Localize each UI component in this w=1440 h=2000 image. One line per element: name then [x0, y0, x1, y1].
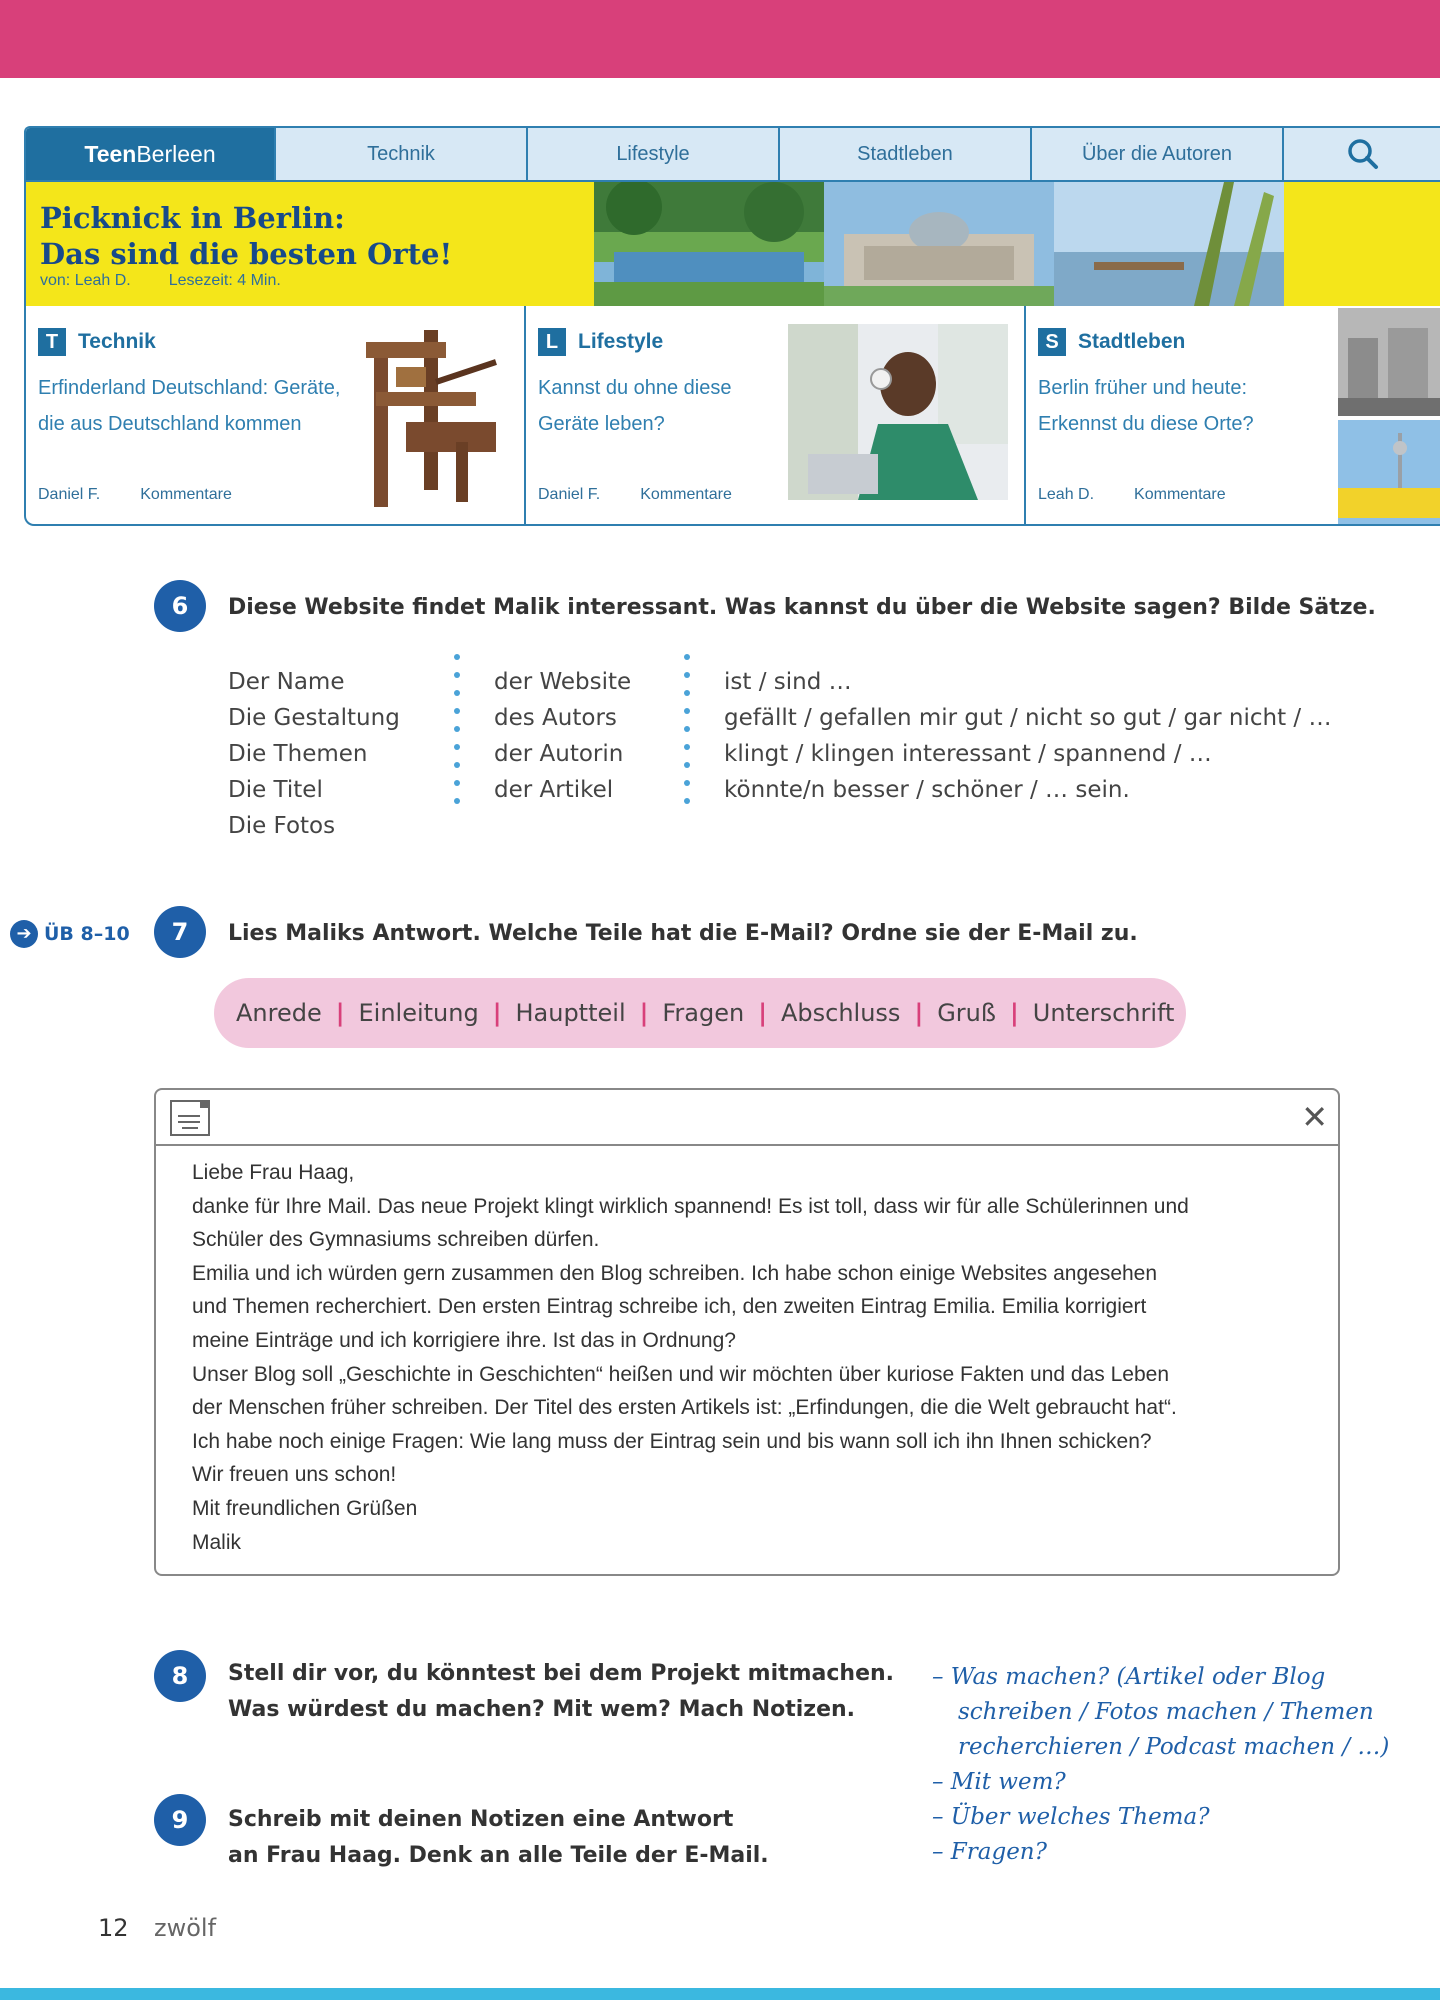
- page-number-word: zwölf: [154, 1914, 217, 1942]
- email-part[interactable]: Gruß: [937, 999, 996, 1027]
- subject-item: Die Gestaltung: [228, 705, 400, 731]
- genitive-item: des Autors: [494, 705, 617, 731]
- hero-photo-strip: [594, 182, 1284, 306]
- email-line: Emilia und ich würden gern zusammen den Blog schreiben. Ich habe schon einige Websites angesehen: [192, 1261, 1158, 1285]
- logo-bold: Teen: [84, 140, 137, 167]
- page-number: 12: [98, 1914, 129, 1942]
- separator: |: [335, 999, 345, 1027]
- hero-banner[interactable]: [26, 182, 1440, 306]
- email-part[interactable]: Unterschrift: [1032, 999, 1175, 1027]
- note-line: recherchieren / Podcast machen / …): [958, 1734, 1390, 1760]
- subject-item: Die Fotos: [228, 813, 336, 839]
- logo-light: Berleen: [136, 140, 216, 167]
- card-technik-author: Daniel F.: [38, 486, 101, 503]
- exercise-8-task-line1: Stell dir vor, du könntest bei dem Projekt mitmachen.: [228, 1661, 895, 1686]
- email-message-icon[interactable]: [170, 1100, 210, 1136]
- email-line: meine Einträge und ich korrigiere ihre. Ist das in Ordnung?: [192, 1328, 736, 1352]
- berlin-then-and-now-image: [1338, 308, 1440, 526]
- arrow-right-icon: ➔: [10, 920, 38, 948]
- email-line: der Menschen früher schreiben. Der Titel des ersten Artikels ist: „Erfindungen, die die Welt gebraucht hat“.: [192, 1396, 1177, 1420]
- email-part[interactable]: Hauptteil: [515, 999, 626, 1027]
- genitive-item: der Artikel: [494, 777, 614, 803]
- email-titlebar: [156, 1090, 1338, 1146]
- card-stadtleben-category: Stadtleben: [1078, 330, 1186, 353]
- exercise-9-task: [228, 1802, 769, 1874]
- exercise-8-task-line2: Was würdest du machen? Mit wem? Mach Notizen.: [228, 1697, 856, 1722]
- close-icon[interactable]: ✕: [1301, 1098, 1328, 1136]
- separator: |: [914, 999, 924, 1027]
- note-line: schreiben / Fotos machen / Themen: [958, 1699, 1374, 1725]
- email-line: Schüler des Gymnasiums schreiben dürfen.: [192, 1228, 600, 1252]
- email-line: und Themen recherchiert. Den ersten Eintrag schreibe ich, den zweiten Eintrag Emilia. Emilia korrigiert: [192, 1295, 1147, 1319]
- exercise-6-number: 6: [154, 580, 206, 632]
- exercise-6-column-subjects: [228, 664, 400, 844]
- workbook-reference[interactable]: [10, 920, 130, 948]
- hero-author: von: Leah D.: [40, 272, 131, 289]
- card-lifestyle-header: [538, 328, 663, 356]
- handwritten-notes: [932, 1660, 1402, 1870]
- email-line: Malik: [192, 1530, 242, 1554]
- email-line: Liebe Frau Haag,: [192, 1161, 355, 1184]
- subject-item: Die Themen: [228, 741, 368, 767]
- card-lifestyle-category: Lifestyle: [578, 330, 664, 353]
- nav-tab-technik[interactable]: Technik: [274, 128, 526, 180]
- note-line: – Was machen? (Artikel oder Blog: [932, 1664, 1326, 1690]
- genitive-item: der Website: [494, 669, 632, 695]
- site-nav: [26, 128, 1440, 182]
- site-logo[interactable]: [26, 128, 274, 180]
- card-technik-comments-link[interactable]: Kommentare: [140, 486, 232, 503]
- genitive-item: der Autorin: [494, 741, 624, 767]
- website-mockup: [24, 126, 1440, 526]
- card-stadtleben-comments-link[interactable]: Kommentare: [1134, 486, 1226, 503]
- hero-title-line1: Picknick in Berlin:: [40, 201, 345, 235]
- card-stadtleben-footer: [1038, 486, 1266, 504]
- nav-tab-lifestyle[interactable]: Lifestyle: [526, 128, 778, 180]
- card-technik-text: Erfinderland Deutschland: Geräte, die aus Deutschland kommen: [38, 377, 341, 435]
- card-technik-category: Technik: [78, 330, 156, 353]
- exercise-9-number: 9: [154, 1794, 206, 1846]
- exercise-8-number: 8: [154, 1650, 206, 1702]
- email-part[interactable]: Abschluss: [780, 999, 901, 1027]
- note-line: – Über welches Thema?: [932, 1804, 1210, 1830]
- printing-press-image: [346, 322, 506, 512]
- card-lifestyle-footer: [538, 486, 772, 504]
- email-part[interactable]: Fragen: [662, 999, 745, 1027]
- card-lifestyle[interactable]: [526, 306, 1026, 526]
- card-lifestyle-comments-link[interactable]: Kommentare: [640, 486, 732, 503]
- card-technik-footer: [38, 486, 272, 504]
- card-stadtleben[interactable]: [1026, 306, 1440, 526]
- search-button[interactable]: [1282, 128, 1440, 180]
- hero-title: [40, 200, 452, 272]
- hero-meta: [40, 272, 319, 290]
- teen-with-headphones-image: [788, 324, 1008, 500]
- workbook-reference-label: ÜB 8–10: [44, 923, 130, 945]
- predicate-item: gefällt / gefallen mir gut / nicht so gut / gar nicht / …: [724, 705, 1332, 731]
- subject-item: Die Titel: [228, 777, 323, 803]
- card-stadtleben-text: Berlin früher und heute: Erkennst du diese Orte?: [1038, 377, 1254, 435]
- exercise-6-column-predicates: [724, 664, 1332, 808]
- email-part[interactable]: Anrede: [236, 999, 322, 1027]
- nav-tab-stadtleben[interactable]: Stadtleben: [778, 128, 1030, 180]
- card-lifestyle-author: Daniel F.: [538, 486, 601, 503]
- card-lifestyle-badge: L: [538, 328, 566, 356]
- card-stadtleben-author: Leah D.: [1038, 486, 1095, 503]
- email-line: Mit freundlichen Grüßen: [192, 1496, 418, 1520]
- predicate-item: ist / sind …: [724, 669, 852, 695]
- search-icon: [1345, 136, 1381, 172]
- exercise-9-task-line1: Schreib mit deinen Notizen eine Antwort: [228, 1807, 734, 1832]
- card-stadtleben-header: [1038, 328, 1185, 356]
- separator: |: [1010, 999, 1019, 1027]
- separator: |: [758, 999, 767, 1027]
- hero-reading-time: Lesezeit: 4 Min.: [168, 272, 281, 289]
- hero-title-line2: Das sind die besten Orte!: [40, 237, 453, 271]
- card-lifestyle-text: Kannst du ohne diese Geräte leben?: [538, 377, 732, 435]
- dotted-divider-2: [684, 654, 690, 816]
- email-line: Wir freuen uns schon!: [192, 1463, 397, 1487]
- bottom-color-band: [0, 1988, 1440, 2000]
- email-line: Ich habe noch einige Fragen: Wie lang muss der Eintrag sein und bis wann soll ich ihn Ihnen schicken?: [192, 1429, 1152, 1453]
- subject-item: Der Name: [228, 669, 345, 695]
- email-body: [192, 1156, 1312, 1559]
- email-window: [154, 1088, 1340, 1576]
- card-technik-badge: T: [38, 328, 66, 356]
- card-technik-header: [38, 328, 156, 356]
- note-line: – Mit wem?: [932, 1769, 1066, 1795]
- card-technik[interactable]: [26, 306, 526, 526]
- exercise-9-task-line2: an Frau Haag. Denk an alle Teile der E-Mail.: [228, 1843, 769, 1868]
- exercise-7-task: Lies Maliks Antwort. Welche Teile hat die E-Mail? Ordne sie der E-Mail zu.: [228, 921, 1138, 946]
- email-parts-word-bank: [214, 978, 1186, 1048]
- predicate-item: klingt / klingen interessant / spannend / …: [724, 741, 1212, 767]
- note-line: – Fragen?: [932, 1839, 1047, 1865]
- separator: |: [639, 999, 649, 1027]
- card-stadtleben-badge: S: [1038, 328, 1066, 356]
- nav-tab-autoren[interactable]: Über die Autoren: [1030, 128, 1282, 180]
- separator: |: [492, 999, 502, 1027]
- exercise-6-task: Diese Website findet Malik interessant. Was kannst du über die Website sagen? Bilde Sätze.: [228, 595, 1376, 620]
- exercise-7-number: 7: [154, 906, 206, 958]
- top-color-band: [0, 0, 1440, 78]
- predicate-item: könnte/n besser / schöner / … sein.: [724, 777, 1130, 803]
- email-line: Unser Blog soll „Geschichte in Geschichten“ heißen und wir möchten über kuriose Fakten und das Leben: [192, 1362, 1170, 1386]
- exercise-6-column-genitive: [494, 664, 631, 808]
- email-line: danke für Ihre Mail. Das neue Projekt klingt wirklich spannend! Es ist toll, dass wir für alle Schülerinnen und: [192, 1194, 1189, 1218]
- exercise-8-task: [228, 1656, 894, 1728]
- dotted-divider-1: [454, 654, 460, 816]
- email-part[interactable]: Einleitung: [358, 999, 479, 1027]
